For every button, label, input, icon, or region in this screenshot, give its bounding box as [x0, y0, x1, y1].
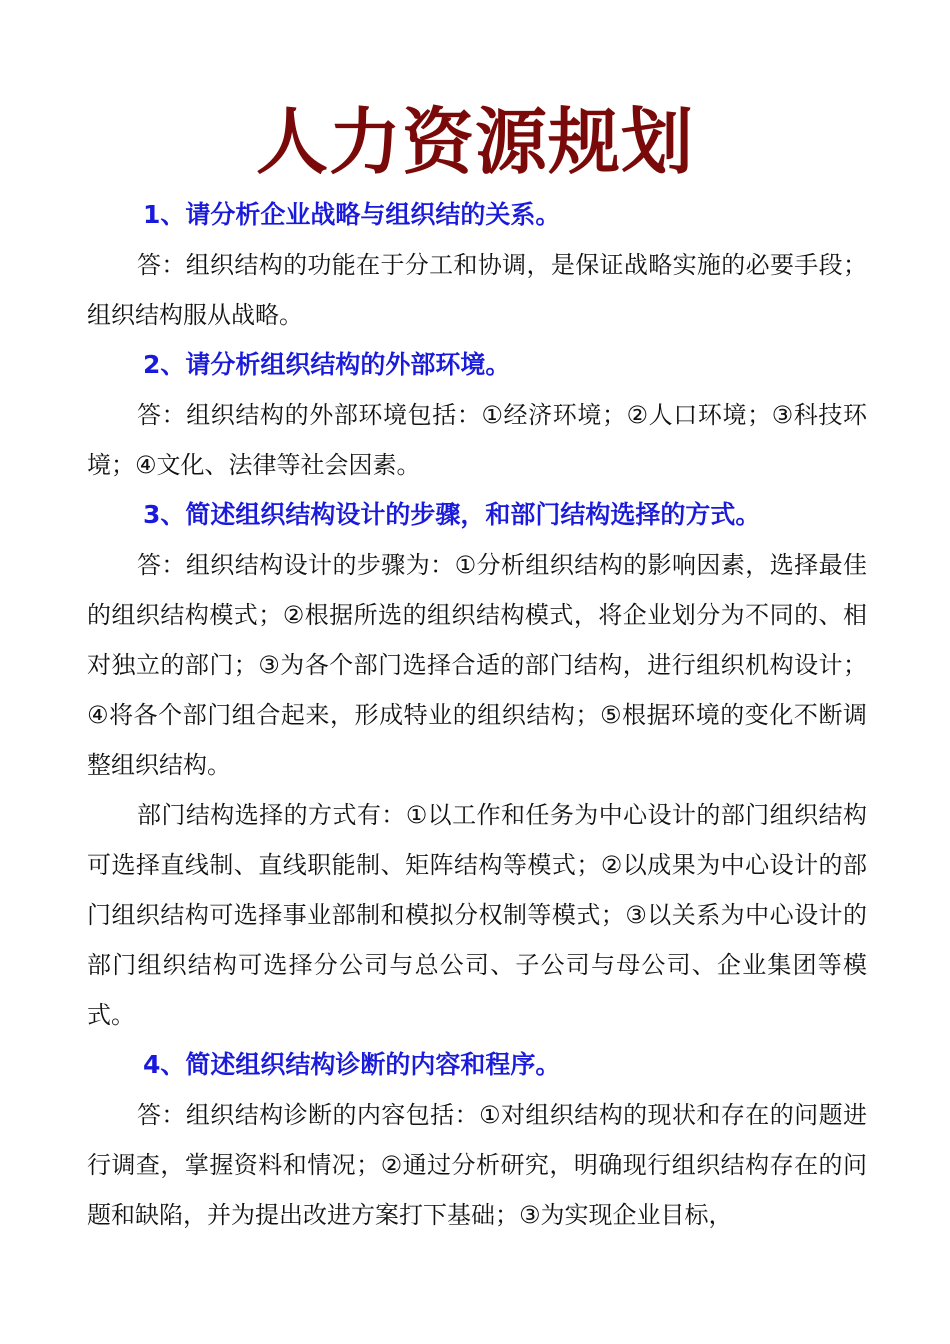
question-3-heading: 3、简述组织结构设计的步骤，和部门结构选择的方式。 — [143, 500, 761, 529]
question-4-heading: 4、简述组织结构诊断的内容和程序。 — [143, 1050, 561, 1079]
answer-4-paragraph: 答：组织结构诊断的内容包括：①对组织结构的现状和存在的问题进行调查，掌握资料和情况；②通过分析研究，明确现行组织结构存在的问题和缺陷，并为提出改进方案打下基础；③为实现企业目标， — [87, 1101, 867, 1229]
page-title: 人力资源规划 — [255, 100, 694, 184]
answer-3-paragraph-2: 部门结构选择的方式有：①以工作和任务为中心设计的部门组织结构可选择直线制、直线职能制、矩阵结构等模式；②以成果为中心设计的部门组织结构可选择事业部制和模拟分权制等模式；③以关系为中心设计的部门组织结构可选择分公司与总公司、子公司与母公司、企业集团等模式。 — [87, 801, 867, 1029]
document-body — [87, 190, 867, 1240]
answer-1-paragraph: 答：组织结构的功能在于分工和协调，是保证战略实施的必要手段；组织结构服从战略。 — [87, 251, 867, 329]
question-1-heading: 1、请分析企业战略与组织结的关系。 — [143, 200, 561, 229]
answer-3-paragraph-1: 答：组织结构设计的步骤为：①分析组织结构的影响因素，选择最佳的组织结构模式；②根据所选的组织结构模式，将企业划分为不同的、相对独立的部门；③为各个部门选择合适的部门结构，进行组织机构设计；④将各个部门组合起来，形成特业的组织结构；⑤根据环境的变化不断调整组织结构。 — [87, 551, 867, 779]
question-2-heading: 2、请分析组织结构的外部环境。 — [143, 350, 511, 379]
answer-2-paragraph: 答：组织结构的外部环境包括：①经济环境；②人口环境；③科技环境；④文化、法律等社会因素。 — [87, 401, 867, 479]
